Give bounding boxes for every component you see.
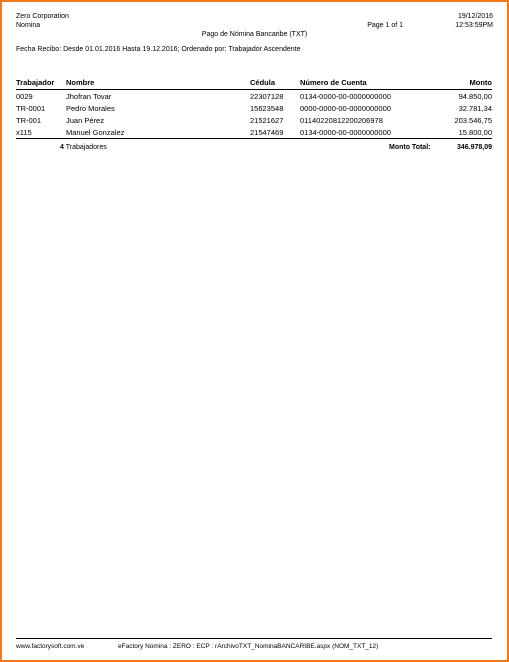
worker-count-label: Trabajadores bbox=[65, 144, 107, 151]
table-row bbox=[16, 126, 492, 139]
table-row bbox=[16, 114, 492, 126]
report-title: Pago de Nómina Bancaribe (TXT) bbox=[201, 31, 308, 38]
col-trabajador: Trabajador bbox=[16, 77, 66, 90]
cell-cedula: 15623548 bbox=[250, 103, 284, 113]
payroll-table bbox=[16, 77, 492, 139]
company-name: Zero Corporation bbox=[16, 13, 69, 20]
report-date: 19/12/2016 bbox=[457, 13, 493, 20]
cell-cedula: 21521627 bbox=[250, 115, 284, 125]
cell-trabajador: TR-001 bbox=[16, 115, 42, 125]
cell-cuenta: 0134-0000-00-0000000000 bbox=[300, 126, 442, 139]
footer-divider bbox=[16, 638, 492, 639]
cell-trabajador: x115 bbox=[16, 126, 66, 139]
cell-nombre: Jhofran Tovar bbox=[66, 91, 112, 101]
cell-nombre: Pedro Morales bbox=[66, 103, 115, 113]
col-cedula: Cédula bbox=[250, 77, 300, 90]
table-row bbox=[16, 102, 492, 114]
footer-site: www.factorysoft.com.ve bbox=[16, 643, 85, 650]
cell-cuenta: 0134-0000-00-0000000000 bbox=[300, 91, 391, 101]
cell-cedula: 21547469 bbox=[250, 126, 300, 139]
cell-monto: 203.546,75 bbox=[454, 115, 492, 125]
col-cuenta: Número de Cuenta bbox=[300, 77, 442, 90]
worker-count-value: 4 bbox=[60, 144, 64, 151]
total-amount-label: Monto Total: bbox=[389, 144, 431, 151]
cell-monto: 15.800,00 bbox=[442, 126, 492, 139]
col-nombre: Nombre bbox=[66, 77, 250, 90]
worker-count bbox=[60, 144, 107, 151]
footer-info: eFactory Nomina : ZERO : ECP : rArchivoTXT_NominaBANCARIBE.aspx (NOM_TXT_12) bbox=[118, 643, 379, 650]
page-number: Page 1 of 1 bbox=[367, 22, 403, 29]
module-name: Nomina bbox=[16, 22, 41, 29]
cell-cedula: 22307128 bbox=[250, 91, 284, 101]
total-amount-value: 346.978,09 bbox=[456, 144, 492, 151]
cell-cuenta: 01140220812200206978 bbox=[300, 115, 383, 125]
cell-monto: 32.781,34 bbox=[458, 103, 492, 113]
cell-trabajador: 0029 bbox=[16, 91, 33, 101]
table-row bbox=[16, 90, 492, 103]
cell-monto: 94.850,00 bbox=[458, 91, 492, 101]
table-header-row bbox=[16, 77, 492, 90]
col-monto: Monto bbox=[442, 77, 492, 90]
cell-trabajador: TR-0001 bbox=[16, 103, 46, 113]
cell-nombre: Manuel Gonzalez bbox=[66, 126, 250, 139]
report-time: 12:53:59PM bbox=[455, 22, 493, 29]
cell-cuenta: 0000-0000-00-0000000000 bbox=[300, 103, 391, 113]
cell-nombre: Juan Pérez bbox=[66, 115, 104, 125]
report-filter: Fecha Recibo: Desde 01.01.2016 Hasta 19.12.2016; Ordenado por: Trabajador Ascendente bbox=[16, 46, 301, 53]
